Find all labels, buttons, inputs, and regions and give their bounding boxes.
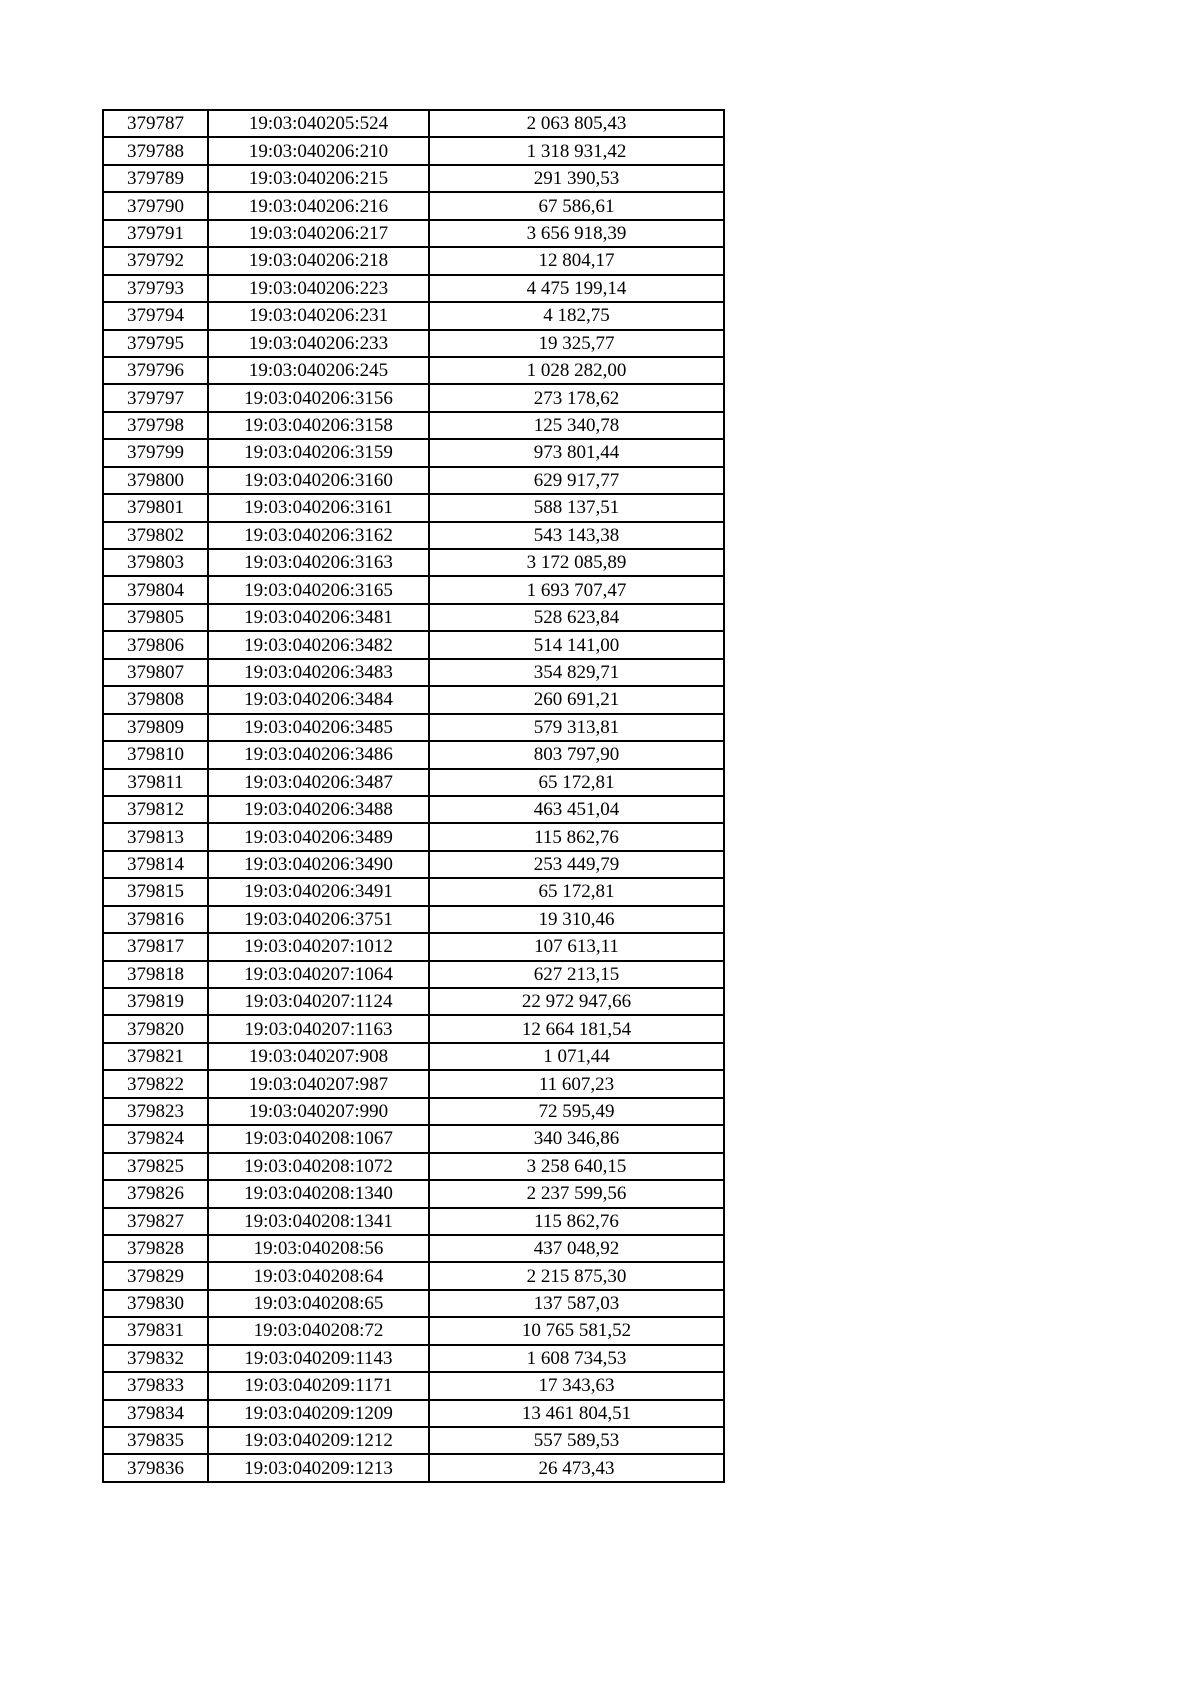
table-row xyxy=(103,576,724,603)
cadastral-number-cell: 19:03:040206:233 xyxy=(208,330,429,357)
cadastral-number-cell: 19:03:040206:3491 xyxy=(208,878,429,905)
row-number-cell: 379794 xyxy=(103,302,208,329)
row-number-cell: 379818 xyxy=(103,961,208,988)
table-row xyxy=(103,412,724,439)
cadastral-value-table xyxy=(102,109,725,1483)
cadastral-number-cell: 19:03:040208:1072 xyxy=(208,1153,429,1180)
table-row xyxy=(103,741,724,768)
row-number-cell: 379820 xyxy=(103,1015,208,1042)
cadastral-number-cell: 19:03:040206:215 xyxy=(208,165,429,192)
value-cell: 10 765 581,52 xyxy=(429,1317,724,1344)
table-row xyxy=(103,439,724,466)
table-row xyxy=(103,1454,724,1481)
table-row xyxy=(103,906,724,933)
row-number-cell: 379828 xyxy=(103,1235,208,1262)
cadastral-number-cell: 19:03:040206:210 xyxy=(208,137,429,164)
value-cell: 4 182,75 xyxy=(429,302,724,329)
value-cell: 115 862,76 xyxy=(429,1208,724,1235)
value-cell: 19 325,77 xyxy=(429,330,724,357)
cadastral-number-cell: 19:03:040209:1213 xyxy=(208,1454,429,1481)
cadastral-number-cell: 19:03:040205:524 xyxy=(208,110,429,137)
value-cell: 67 586,61 xyxy=(429,192,724,219)
value-cell: 3 656 918,39 xyxy=(429,220,724,247)
cadastral-number-cell: 19:03:040206:3484 xyxy=(208,686,429,713)
cadastral-number-cell: 19:03:040208:1341 xyxy=(208,1208,429,1235)
row-number-cell: 379787 xyxy=(103,110,208,137)
value-cell: 579 313,81 xyxy=(429,714,724,741)
table-row xyxy=(103,796,724,823)
row-number-cell: 379799 xyxy=(103,439,208,466)
cadastral-number-cell: 19:03:040206:3158 xyxy=(208,412,429,439)
value-cell: 1 071,44 xyxy=(429,1043,724,1070)
table-row xyxy=(103,357,724,384)
table-row xyxy=(103,631,724,658)
value-cell: 514 141,00 xyxy=(429,631,724,658)
cadastral-number-cell: 19:03:040209:1209 xyxy=(208,1400,429,1427)
value-cell: 340 346,86 xyxy=(429,1125,724,1152)
table-row xyxy=(103,1262,724,1289)
value-cell: 137 587,03 xyxy=(429,1290,724,1317)
table-row xyxy=(103,1372,724,1399)
row-number-cell: 379819 xyxy=(103,988,208,1015)
cadastral-number-cell: 19:03:040206:3159 xyxy=(208,439,429,466)
value-cell: 629 917,77 xyxy=(429,467,724,494)
cadastral-number-cell: 19:03:040209:1212 xyxy=(208,1427,429,1454)
table-row xyxy=(103,1345,724,1372)
table-row xyxy=(103,1153,724,1180)
cadastral-number-cell: 19:03:040207:1124 xyxy=(208,988,429,1015)
row-number-cell: 379831 xyxy=(103,1317,208,1344)
row-number-cell: 379804 xyxy=(103,576,208,603)
row-number-cell: 379808 xyxy=(103,686,208,713)
row-number-cell: 379812 xyxy=(103,796,208,823)
table-row xyxy=(103,1427,724,1454)
cadastral-number-cell: 19:03:040206:3490 xyxy=(208,851,429,878)
row-number-cell: 379792 xyxy=(103,247,208,274)
row-number-cell: 379835 xyxy=(103,1427,208,1454)
row-number-cell: 379822 xyxy=(103,1070,208,1097)
value-cell: 12 804,17 xyxy=(429,247,724,274)
row-number-cell: 379827 xyxy=(103,1208,208,1235)
cadastral-number-cell: 19:03:040206:3165 xyxy=(208,576,429,603)
table-row xyxy=(103,933,724,960)
cadastral-number-cell: 19:03:040209:1171 xyxy=(208,1372,429,1399)
row-number-cell: 379816 xyxy=(103,906,208,933)
table-row xyxy=(103,137,724,164)
table-row xyxy=(103,1125,724,1152)
value-cell: 2 063 805,43 xyxy=(429,110,724,137)
table-row xyxy=(103,851,724,878)
value-cell: 627 213,15 xyxy=(429,961,724,988)
table-row xyxy=(103,302,724,329)
table-row xyxy=(103,549,724,576)
value-cell: 13 461 804,51 xyxy=(429,1400,724,1427)
table-row xyxy=(103,686,724,713)
row-number-cell: 379823 xyxy=(103,1098,208,1125)
value-cell: 291 390,53 xyxy=(429,165,724,192)
value-cell: 4 475 199,14 xyxy=(429,275,724,302)
table-row xyxy=(103,878,724,905)
cadastral-number-cell: 19:03:040206:3160 xyxy=(208,467,429,494)
row-number-cell: 379829 xyxy=(103,1262,208,1289)
cadastral-number-cell: 19:03:040206:3156 xyxy=(208,384,429,411)
row-number-cell: 379801 xyxy=(103,494,208,521)
row-number-cell: 379815 xyxy=(103,878,208,905)
cadastral-number-cell: 19:03:040206:3162 xyxy=(208,522,429,549)
cadastral-number-cell: 19:03:040206:3161 xyxy=(208,494,429,521)
row-number-cell: 379789 xyxy=(103,165,208,192)
row-number-cell: 379800 xyxy=(103,467,208,494)
table-body xyxy=(103,110,724,1482)
row-number-cell: 379788 xyxy=(103,137,208,164)
row-number-cell: 379821 xyxy=(103,1043,208,1070)
value-cell: 12 664 181,54 xyxy=(429,1015,724,1042)
row-number-cell: 379803 xyxy=(103,549,208,576)
cadastral-number-cell: 19:03:040206:231 xyxy=(208,302,429,329)
table-row xyxy=(103,1208,724,1235)
cadastral-number-cell: 19:03:040206:217 xyxy=(208,220,429,247)
cadastral-number-cell: 19:03:040206:223 xyxy=(208,275,429,302)
cadastral-number-cell: 19:03:040206:3163 xyxy=(208,549,429,576)
table-row xyxy=(103,1290,724,1317)
cadastral-number-cell: 19:03:040206:3483 xyxy=(208,659,429,686)
row-number-cell: 379807 xyxy=(103,659,208,686)
table-row xyxy=(103,192,724,219)
table-row xyxy=(103,165,724,192)
row-number-cell: 379806 xyxy=(103,631,208,658)
table-row xyxy=(103,1180,724,1207)
table-row xyxy=(103,247,724,274)
table-row xyxy=(103,714,724,741)
value-cell: 437 048,92 xyxy=(429,1235,724,1262)
row-number-cell: 379802 xyxy=(103,522,208,549)
table-row xyxy=(103,467,724,494)
value-cell: 125 340,78 xyxy=(429,412,724,439)
cadastral-number-cell: 19:03:040207:1163 xyxy=(208,1015,429,1042)
cadastral-number-cell: 19:03:040206:3482 xyxy=(208,631,429,658)
cadastral-number-cell: 19:03:040207:1012 xyxy=(208,933,429,960)
cadastral-number-cell: 19:03:040206:245 xyxy=(208,357,429,384)
cadastral-number-cell: 19:03:040208:65 xyxy=(208,1290,429,1317)
value-cell: 107 613,11 xyxy=(429,933,724,960)
row-number-cell: 379826 xyxy=(103,1180,208,1207)
value-cell: 463 451,04 xyxy=(429,796,724,823)
row-number-cell: 379814 xyxy=(103,851,208,878)
cadastral-number-cell: 19:03:040209:1143 xyxy=(208,1345,429,1372)
cadastral-number-cell: 19:03:040208:1067 xyxy=(208,1125,429,1152)
value-cell: 2 237 599,56 xyxy=(429,1180,724,1207)
value-cell: 543 143,38 xyxy=(429,522,724,549)
cadastral-number-cell: 19:03:040206:3481 xyxy=(208,604,429,631)
value-cell: 260 691,21 xyxy=(429,686,724,713)
row-number-cell: 379830 xyxy=(103,1290,208,1317)
cadastral-number-cell: 19:03:040208:72 xyxy=(208,1317,429,1344)
value-cell: 1 318 931,42 xyxy=(429,137,724,164)
table-row xyxy=(103,110,724,137)
row-number-cell: 379834 xyxy=(103,1400,208,1427)
value-cell: 11 607,23 xyxy=(429,1070,724,1097)
value-cell: 557 589,53 xyxy=(429,1427,724,1454)
row-number-cell: 379809 xyxy=(103,714,208,741)
row-number-cell: 379797 xyxy=(103,384,208,411)
row-number-cell: 379798 xyxy=(103,412,208,439)
row-number-cell: 379832 xyxy=(103,1345,208,1372)
value-cell: 1 608 734,53 xyxy=(429,1345,724,1372)
cadastral-number-cell: 19:03:040207:990 xyxy=(208,1098,429,1125)
row-number-cell: 379825 xyxy=(103,1153,208,1180)
cadastral-number-cell: 19:03:040207:908 xyxy=(208,1043,429,1070)
cadastral-number-cell: 19:03:040206:3487 xyxy=(208,769,429,796)
row-number-cell: 379811 xyxy=(103,769,208,796)
cadastral-number-cell: 19:03:040207:987 xyxy=(208,1070,429,1097)
value-cell: 1 693 707,47 xyxy=(429,576,724,603)
row-number-cell: 379836 xyxy=(103,1454,208,1481)
table-row xyxy=(103,1015,724,1042)
table-row xyxy=(103,769,724,796)
table-row xyxy=(103,988,724,1015)
table-row xyxy=(103,275,724,302)
value-cell: 22 972 947,66 xyxy=(429,988,724,1015)
table-row xyxy=(103,220,724,247)
value-cell: 354 829,71 xyxy=(429,659,724,686)
row-number-cell: 379810 xyxy=(103,741,208,768)
row-number-cell: 379793 xyxy=(103,275,208,302)
row-number-cell: 379790 xyxy=(103,192,208,219)
value-cell: 803 797,90 xyxy=(429,741,724,768)
value-cell: 2 215 875,30 xyxy=(429,1262,724,1289)
table-row xyxy=(103,1317,724,1344)
value-cell: 65 172,81 xyxy=(429,878,724,905)
value-cell: 588 137,51 xyxy=(429,494,724,521)
cadastral-number-cell: 19:03:040206:3489 xyxy=(208,823,429,850)
value-cell: 17 343,63 xyxy=(429,1372,724,1399)
value-cell: 3 172 085,89 xyxy=(429,549,724,576)
cadastral-number-cell: 19:03:040206:3751 xyxy=(208,906,429,933)
table-row xyxy=(103,1098,724,1125)
row-number-cell: 379791 xyxy=(103,220,208,247)
cadastral-number-cell: 19:03:040208:1340 xyxy=(208,1180,429,1207)
row-number-cell: 379795 xyxy=(103,330,208,357)
table-row xyxy=(103,1043,724,1070)
table-row xyxy=(103,961,724,988)
cadastral-number-cell: 19:03:040206:216 xyxy=(208,192,429,219)
table-row xyxy=(103,384,724,411)
value-cell: 3 258 640,15 xyxy=(429,1153,724,1180)
value-cell: 65 172,81 xyxy=(429,769,724,796)
row-number-cell: 379796 xyxy=(103,357,208,384)
table-row xyxy=(103,823,724,850)
cadastral-number-cell: 19:03:040208:64 xyxy=(208,1262,429,1289)
cadastral-number-cell: 19:03:040207:1064 xyxy=(208,961,429,988)
value-cell: 115 862,76 xyxy=(429,823,724,850)
table-row xyxy=(103,494,724,521)
table-row xyxy=(103,659,724,686)
cadastral-number-cell: 19:03:040208:56 xyxy=(208,1235,429,1262)
row-number-cell: 379824 xyxy=(103,1125,208,1152)
value-cell: 1 028 282,00 xyxy=(429,357,724,384)
table-row xyxy=(103,330,724,357)
cadastral-number-cell: 19:03:040206:3486 xyxy=(208,741,429,768)
table-row xyxy=(103,1400,724,1427)
row-number-cell: 379813 xyxy=(103,823,208,850)
value-cell: 26 473,43 xyxy=(429,1454,724,1481)
row-number-cell: 379833 xyxy=(103,1372,208,1399)
value-cell: 72 595,49 xyxy=(429,1098,724,1125)
value-cell: 253 449,79 xyxy=(429,851,724,878)
table-row xyxy=(103,1235,724,1262)
cadastral-number-cell: 19:03:040206:218 xyxy=(208,247,429,274)
cadastral-number-cell: 19:03:040206:3488 xyxy=(208,796,429,823)
row-number-cell: 379817 xyxy=(103,933,208,960)
table-row xyxy=(103,522,724,549)
value-cell: 973 801,44 xyxy=(429,439,724,466)
row-number-cell: 379805 xyxy=(103,604,208,631)
value-cell: 528 623,84 xyxy=(429,604,724,631)
table-row xyxy=(103,1070,724,1097)
cadastral-number-cell: 19:03:040206:3485 xyxy=(208,714,429,741)
value-cell: 19 310,46 xyxy=(429,906,724,933)
value-cell: 273 178,62 xyxy=(429,384,724,411)
table-row xyxy=(103,604,724,631)
